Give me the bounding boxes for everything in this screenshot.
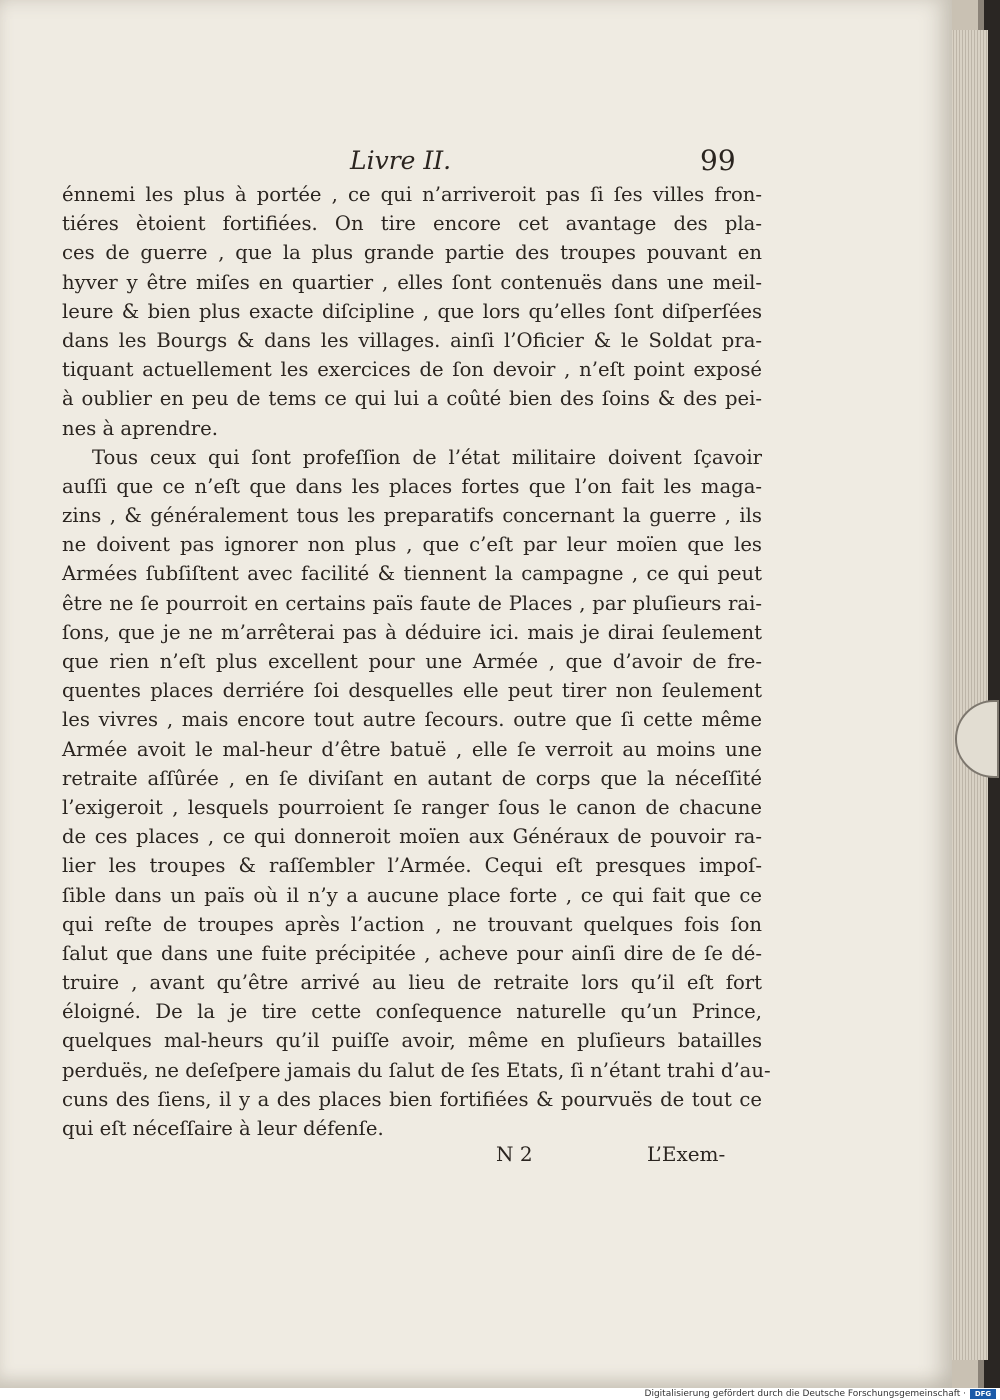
page-stack	[948, 30, 988, 1360]
signature-mark: N 2	[496, 1142, 533, 1166]
text-line: les vivres , mais encore tout autre ſecours. outre que ſi cette même	[62, 708, 762, 732]
page-footer	[62, 1140, 762, 1172]
text-line: ſalut que dans une fuite précipitée , acheve pour ainſi dire de ſe dé-	[62, 941, 762, 965]
text-line: énnemi les plus à portée , ce qui n’arriveroit pas ſi ſes villes fron-	[62, 183, 762, 206]
text-line: ſons, que je ne m’arrêterai pas à déduire ici. mais je dirai ſeulement	[62, 620, 762, 644]
text-line: ſible dans un païs où il n’y a aucune place forte , ce qui fait que ce	[62, 883, 762, 907]
text-line: tiquant actuellement les exercices de ſon devoir , n’eſt point exposé	[62, 358, 762, 382]
text-line: être ne ſe pourroit en certains païs faute de Places , par pluſieurs rai-	[62, 591, 762, 615]
text-line: cuns des ſiens, il y a des places bien fortifiées & pourvuës de tout ce	[62, 1087, 762, 1111]
text-line: auſſi que ce n’eſt que dans les places fortes que l’on fait les maga-	[62, 474, 762, 498]
text-line: leure & bien plus exacte diſcipline , que lors qu’elles ſont diſperſées	[62, 299, 762, 323]
credit-text: Digitalisierung gefördert durch die Deutsche Forschungsgemeinschaft ·	[644, 1389, 966, 1399]
body-text	[62, 180, 771, 1143]
text-line: qui reſte de troupes après l’action , ne trouvant quelques fois ſon	[62, 912, 762, 936]
text-line: ne doivent pas ignorer non plus , que c’eſt par leur moïen que les	[62, 533, 762, 557]
text-line: tiéres ètoient fortifiées. On tire encore cet avantage des pla-	[62, 212, 762, 236]
text-line: quentes places derriére ſoi desquelles elle peut tirer non ſeulement	[62, 679, 762, 703]
chapter-title: Livre II.	[350, 146, 452, 175]
page-number: 99	[700, 144, 736, 177]
text-line: nes à aprendre.	[62, 416, 218, 440]
text-line: Armée avoit le mal-heur d’être batuë , elle ſe verroit au moins une	[62, 737, 762, 761]
text-line: éloigné. De la je tire cette conſequence naturelle qu’un Prince,	[62, 1000, 762, 1024]
text-line: ces de guerre , que la plus grande partie des troupes pouvant en	[62, 241, 762, 265]
text-line: Tous ceux qui ſont profeſſion de l’état militaire doivent ſçavoir	[92, 445, 762, 469]
text-line: à oublier en peu de tems ce qui lui a coûté bien des ſoins & des pei-	[62, 387, 762, 411]
text-line: hyver y être miſes en quartier , elles ſont contenuës dans une meil-	[62, 270, 762, 294]
catchword: L’Exem-	[647, 1142, 726, 1166]
text-line: dans les Bourgs & dans les villages. ainſi l’Oficier & le Soldat pra-	[62, 328, 762, 352]
dfg-logo-icon: DFG	[970, 1389, 996, 1399]
text-line: que rien n’eſt plus excellent pour une Armée , que d’avoir de fre-	[62, 650, 762, 673]
text-line: truire , avant qu’être arrivé au lieu de retraite lors qu’il eſt fort	[62, 971, 762, 995]
credit-bar	[0, 1388, 1000, 1400]
text-line: quelques mal-heurs qu’il puiſſe avoir, même en pluſieurs batailles	[62, 1029, 762, 1053]
text-line: lier les troupes & raſſembler l’Armée. Cequi eſt presques impoſ-	[62, 854, 762, 878]
text-line: perduës, ne deſeſpere jamais du ſalut de ſes Etats, ſi n’étant trahi d’au-	[62, 1058, 771, 1082]
text-line: zins , & généralement tous les preparatifs concernant la guerre , ils	[62, 504, 762, 528]
text-line: Armées ſubſiſtent avec facilité & tiennent la campagne , ce qui peut	[62, 562, 762, 586]
text-line: de ces places , ce qui donneroit moïen aux Généraux de pouvoir ra-	[62, 825, 762, 849]
running-head	[60, 140, 740, 180]
text-line: qui eſt néceſſaire à leur défenſe.	[62, 1117, 384, 1140]
text-line: retraite aſſûrée , en ſe diviſant en autant de corps que la néceſſité	[62, 766, 762, 790]
text-line: l’exigeroit , lesquels pourroient ſe ranger ſous le canon de chacune	[62, 795, 762, 819]
